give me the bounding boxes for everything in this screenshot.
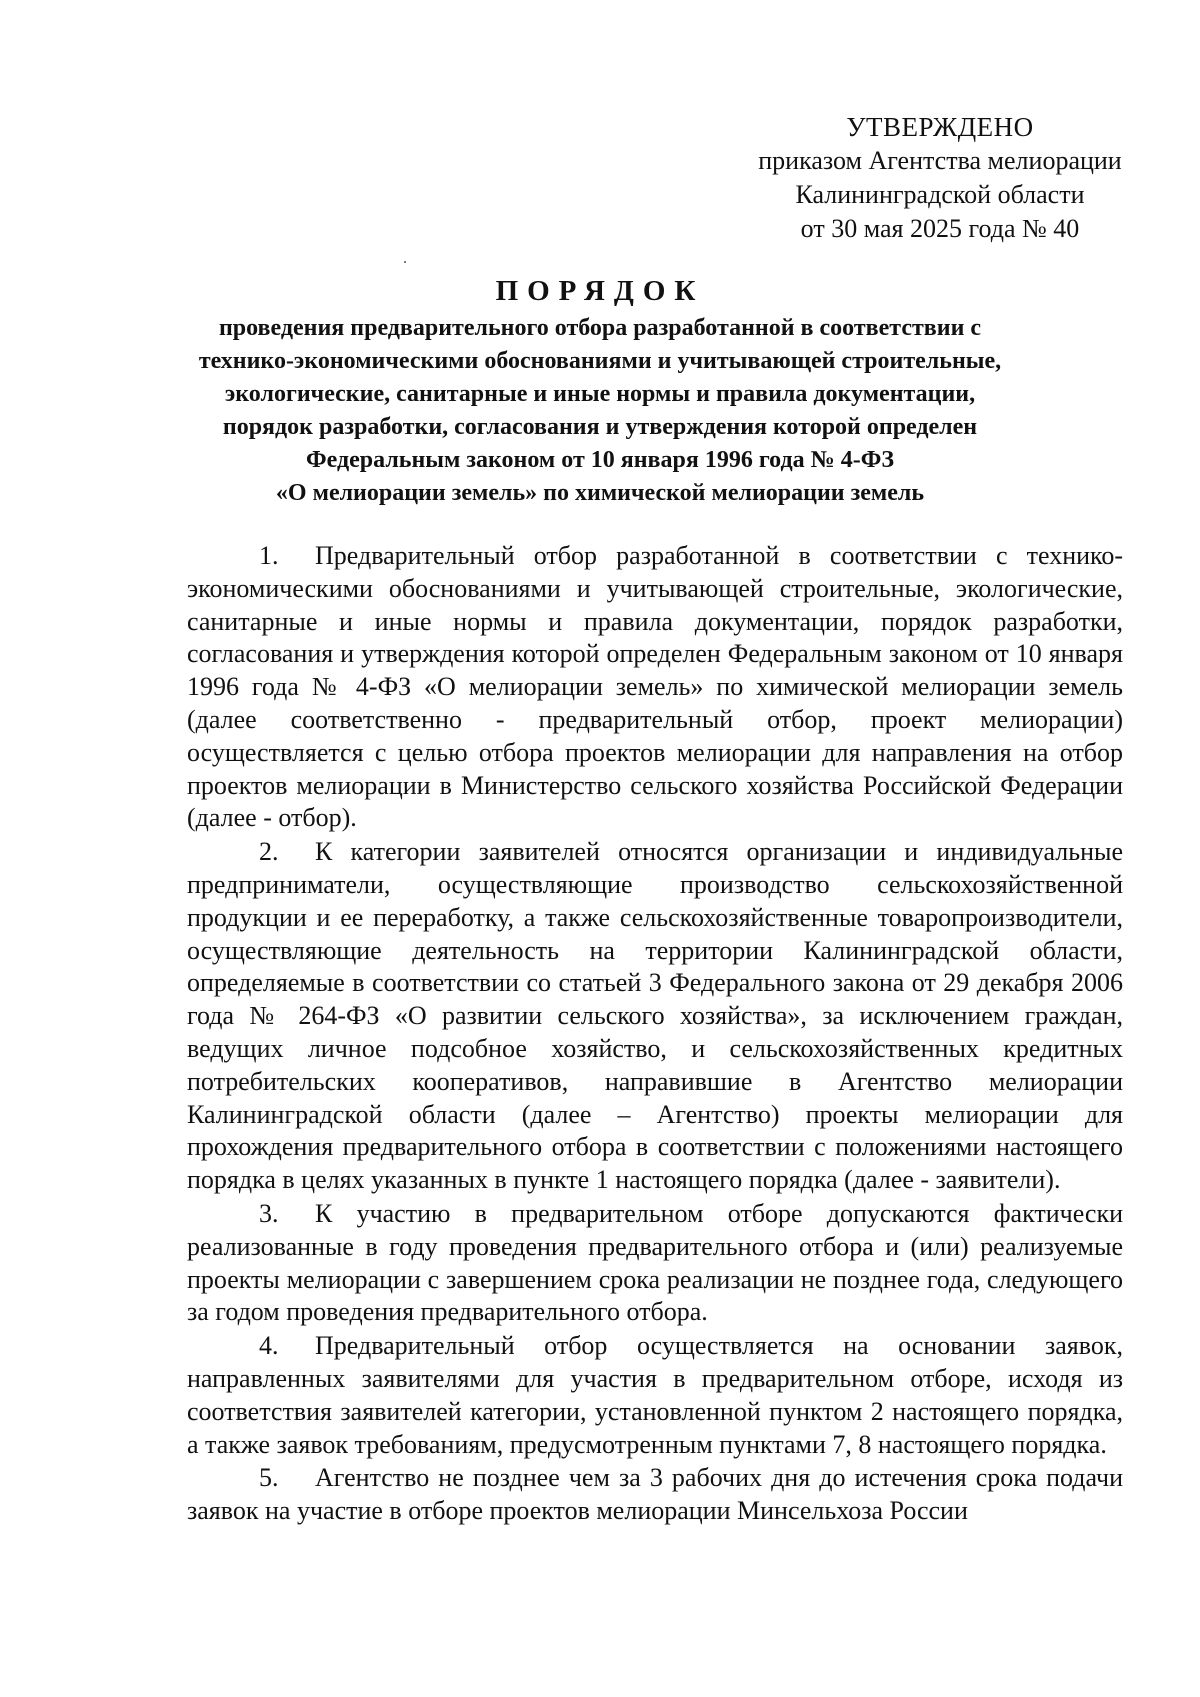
approval-line: приказом Агентства мелиорации xyxy=(758,146,1122,175)
paragraph-number: 5. xyxy=(259,1463,279,1493)
paragraph-2 xyxy=(187,836,1123,1197)
approval-stamp xyxy=(740,110,1140,246)
title-line: Федеральным законом от 10 января 1996 года № 4-ФЗ xyxy=(306,447,894,473)
main-title: ПОРЯДОК xyxy=(495,275,705,307)
document-body xyxy=(187,540,1123,1529)
approval-line: Калининградской области xyxy=(795,180,1085,209)
document-title xyxy=(150,272,1050,510)
paragraph-3 xyxy=(187,1198,1123,1329)
scan-speck xyxy=(404,261,406,263)
title-line: «О мелиорации земель» по химической мелиорации земель xyxy=(275,480,925,506)
paragraph-5 xyxy=(187,1462,1123,1528)
paragraph-number: 2. xyxy=(259,837,279,867)
paragraph-number: 4. xyxy=(259,1331,279,1361)
approval-heading: УТВЕРЖДЕНО xyxy=(846,112,1034,142)
title-line: технико-экономическими обоснованиями и учитывающей строительные, xyxy=(198,348,1002,374)
title-line: проведения предварительного отбора разработанной в соответствии с xyxy=(218,315,982,341)
paragraph-text: Предварительный отбор разработанной в соответствии с технико-экономическими обоснованиями и учитывающей строительные, экологические, санитарные и иные нормы и правила документации, порядок разработки, согласования и утверждения которой определен Федеральным законом от 10 января 1996 года № 4-ФЗ «О мелиорации земель» по химической мелиорации земель (далее соответственно - предварительный отбор, проект мелиорации) осуществляется с целью отбора проектов мелиорации для направления на отбор проектов мелиорации в Министерство сельского хозяйства Российской Федерации (далее - отбор). xyxy=(187,541,1123,833)
paragraph-number: 1. xyxy=(259,541,279,570)
paragraph-1 xyxy=(187,540,1123,835)
paragraph-text: Предварительный отбор осуществляется на основании заявок, направленных заявителями для участия в предварительном отборе, исходя из соответствия заявителей категории, установленной пунктом 2 настоящего порядка, а также заявок требованиям, предусмотренным пунктами 7, 8 настоящего порядка. xyxy=(187,1331,1123,1459)
paragraph-number: 3. xyxy=(259,1198,279,1228)
title-line: порядок разработки, согласования и утверждения которой определен xyxy=(222,414,978,440)
paragraph-4 xyxy=(187,1330,1123,1461)
title-line: экологические, санитарные и иные нормы и правила документации, xyxy=(224,381,976,407)
paragraph-text: Агентство не позднее чем за 3 рабочих дня до истечения срока подачи заявок на участие в отборе проектов мелиорации Минсельхоза России xyxy=(187,1463,1123,1526)
paragraph-text: К категории заявителей относятся организации и индивидуальные предприниматели, осуществляющие производство сельскохозяйственной продукции и ее переработку, а также сельскохозяйственные товаропроизводители, осуществляющие деятельность на территории Калининградской области, определяемые в соответствии со статьей 3 Федерального закона от 29 декабря 2006 года № 264-ФЗ «О развитии сельского хозяйства», за исключением граждан, ведущих личное подсобное хозяйство, и сельскохозяйственных кредитных потребительских кооперативов, направившие в Агентство мелиорации Калининградской области (далее – Агентство) проекты мелиорации для прохождения предварительного отбора в соответствии с положениями настоящего порядка в целях указанных в пункте 1 настоящего порядка (далее - заявители). xyxy=(187,837,1123,1195)
paragraph-text: К участию в предварительном отборе допускаются фактически реализованные в году проведения предварительного отбора и (или) реализуемые проекты мелиорации с завершением срока реализации не позднее года, следующего за годом проведения предварительного отбора. xyxy=(187,1198,1123,1327)
approval-line: от 30 мая 2025 года № 40 xyxy=(800,214,1080,243)
